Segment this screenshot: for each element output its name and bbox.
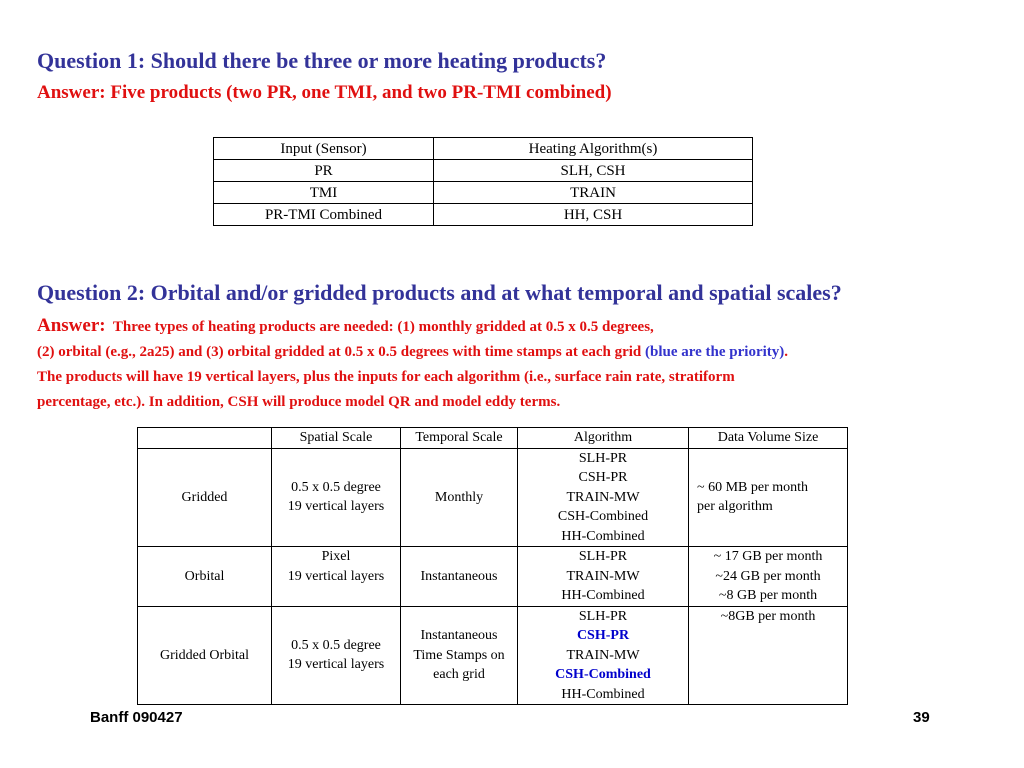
answer-2-label: Answer: [37,315,106,336]
table-cell: SLH, CSH [434,160,753,182]
answer-1: Answer: Five products (two PR, one TMI, and two PR-TMI combined) [37,82,612,103]
cell-line: CSH-PR [578,470,628,485]
volume-cell [689,448,848,547]
slide-number: 39 [913,709,930,726]
answer-2-line-1 [37,313,997,340]
table-header-row [214,138,753,160]
table-cell: PR [214,160,434,182]
answer-2-period: . [784,344,789,360]
volume-cell [689,547,848,607]
answer-2-text-2: (2) orbital (e.g., 2a25) and (3) orbital gridded at 0.5 x 0.5 degrees with time stamps at each grid [37,344,645,360]
answer-2-line-4: percentage, etc.). In addition, CSH will produce model QR and model eddy terms. [37,394,561,410]
header-algorithm: Algorithm [518,428,689,449]
priority-algorithm: CSH-Combined [555,667,651,682]
header-input-sensor: Input (Sensor) [214,138,434,160]
cell-line: Instantaneous [420,628,498,643]
cell-line: ~8 GB per month [718,588,818,603]
temporal-cell: Instantaneous [401,547,518,607]
cell-line: each grid [433,667,485,682]
header-heating-algorithms: Heating Algorithm(s) [434,138,753,160]
spatial-cell [272,606,401,705]
table-row-gridded [138,448,848,547]
cell-line: 0.5 x 0.5 degree [291,637,381,653]
answer-2-line-3: The products will have 19 vertical layers, plus the inputs for each algorithm (i.e., surface rain rate, stratiform [37,369,735,385]
cell-line: per algorithm [697,499,773,515]
cell-line: SLH-PR [578,549,628,564]
header-data-volume: Data Volume Size [689,428,848,449]
cell-line: HH-Combined [561,686,645,702]
table-cell: HH, CSH [434,204,753,226]
header-blank [138,428,272,449]
sensor-algorithm-table [213,137,753,226]
row-label: Gridded Orbital [138,606,272,705]
cell-line: Time Stamps on [413,647,505,663]
question-2: Question 2: Orbital and/or gridded products and at what temporal and spatial scales? [37,280,842,305]
cell-line: ~8GB per month [720,608,816,624]
algorithm-cell [518,547,689,607]
table-row [214,204,753,226]
cell-line: ~ 17 GB per month [713,549,823,564]
algorithm-cell [518,606,689,705]
table-cell: PR-TMI Combined [214,204,434,226]
table-row [214,182,753,204]
priority-algorithm: CSH-PR [576,628,630,643]
cell-line: TRAIN-MW [566,489,640,505]
cell-line: 19 vertical layers [287,657,385,673]
cell-line: SLH-PR [578,450,628,466]
header-spatial-scale: Spatial Scale [272,428,401,449]
cell-line: HH-Combined [561,528,645,544]
row-label: Gridded [138,448,272,547]
table-row-orbital [138,547,848,607]
cell-line: CSH-Combined [557,509,649,524]
cell-line: ~ 60 MB per month [697,479,809,495]
table-row-gridded-orbital [138,606,848,705]
cell-line: TRAIN-MW [566,647,640,663]
answer-2-text-1: Three types of heating products are needed: (1) monthly gridded at 0.5 x 0.5 degrees, [112,319,654,335]
table-cell: TMI [214,182,434,204]
cell-line: 19 vertical layers [287,568,385,584]
algorithm-cell [518,448,689,547]
table-cell: TRAIN [434,182,753,204]
cell-line: 0.5 x 0.5 degree [291,479,381,495]
row-label: Orbital [138,547,272,607]
table-header-row [138,428,848,449]
volume-cell [689,606,848,705]
footer-label: Banff 090427 [90,709,183,726]
answer-2-line-2 [37,340,997,365]
spatial-cell [272,448,401,547]
temporal-cell: Monthly [401,448,518,547]
table-row [214,160,753,182]
cell-line: SLH-PR [578,608,628,624]
temporal-cell [401,606,518,705]
cell-line: Pixel [321,549,351,564]
spatial-cell [272,547,401,607]
cell-line: HH-Combined [561,588,645,603]
answer-2 [37,313,997,415]
product-scales-table [137,427,848,705]
question-1: Question 1: Should there be three or more heating products? [37,48,607,73]
priority-note: (blue are the priority) [645,344,785,360]
header-temporal-scale: Temporal Scale [401,428,518,449]
cell-line: 19 vertical layers [287,499,385,515]
cell-line: ~24 GB per month [715,568,821,584]
cell-line: TRAIN-MW [566,568,640,584]
